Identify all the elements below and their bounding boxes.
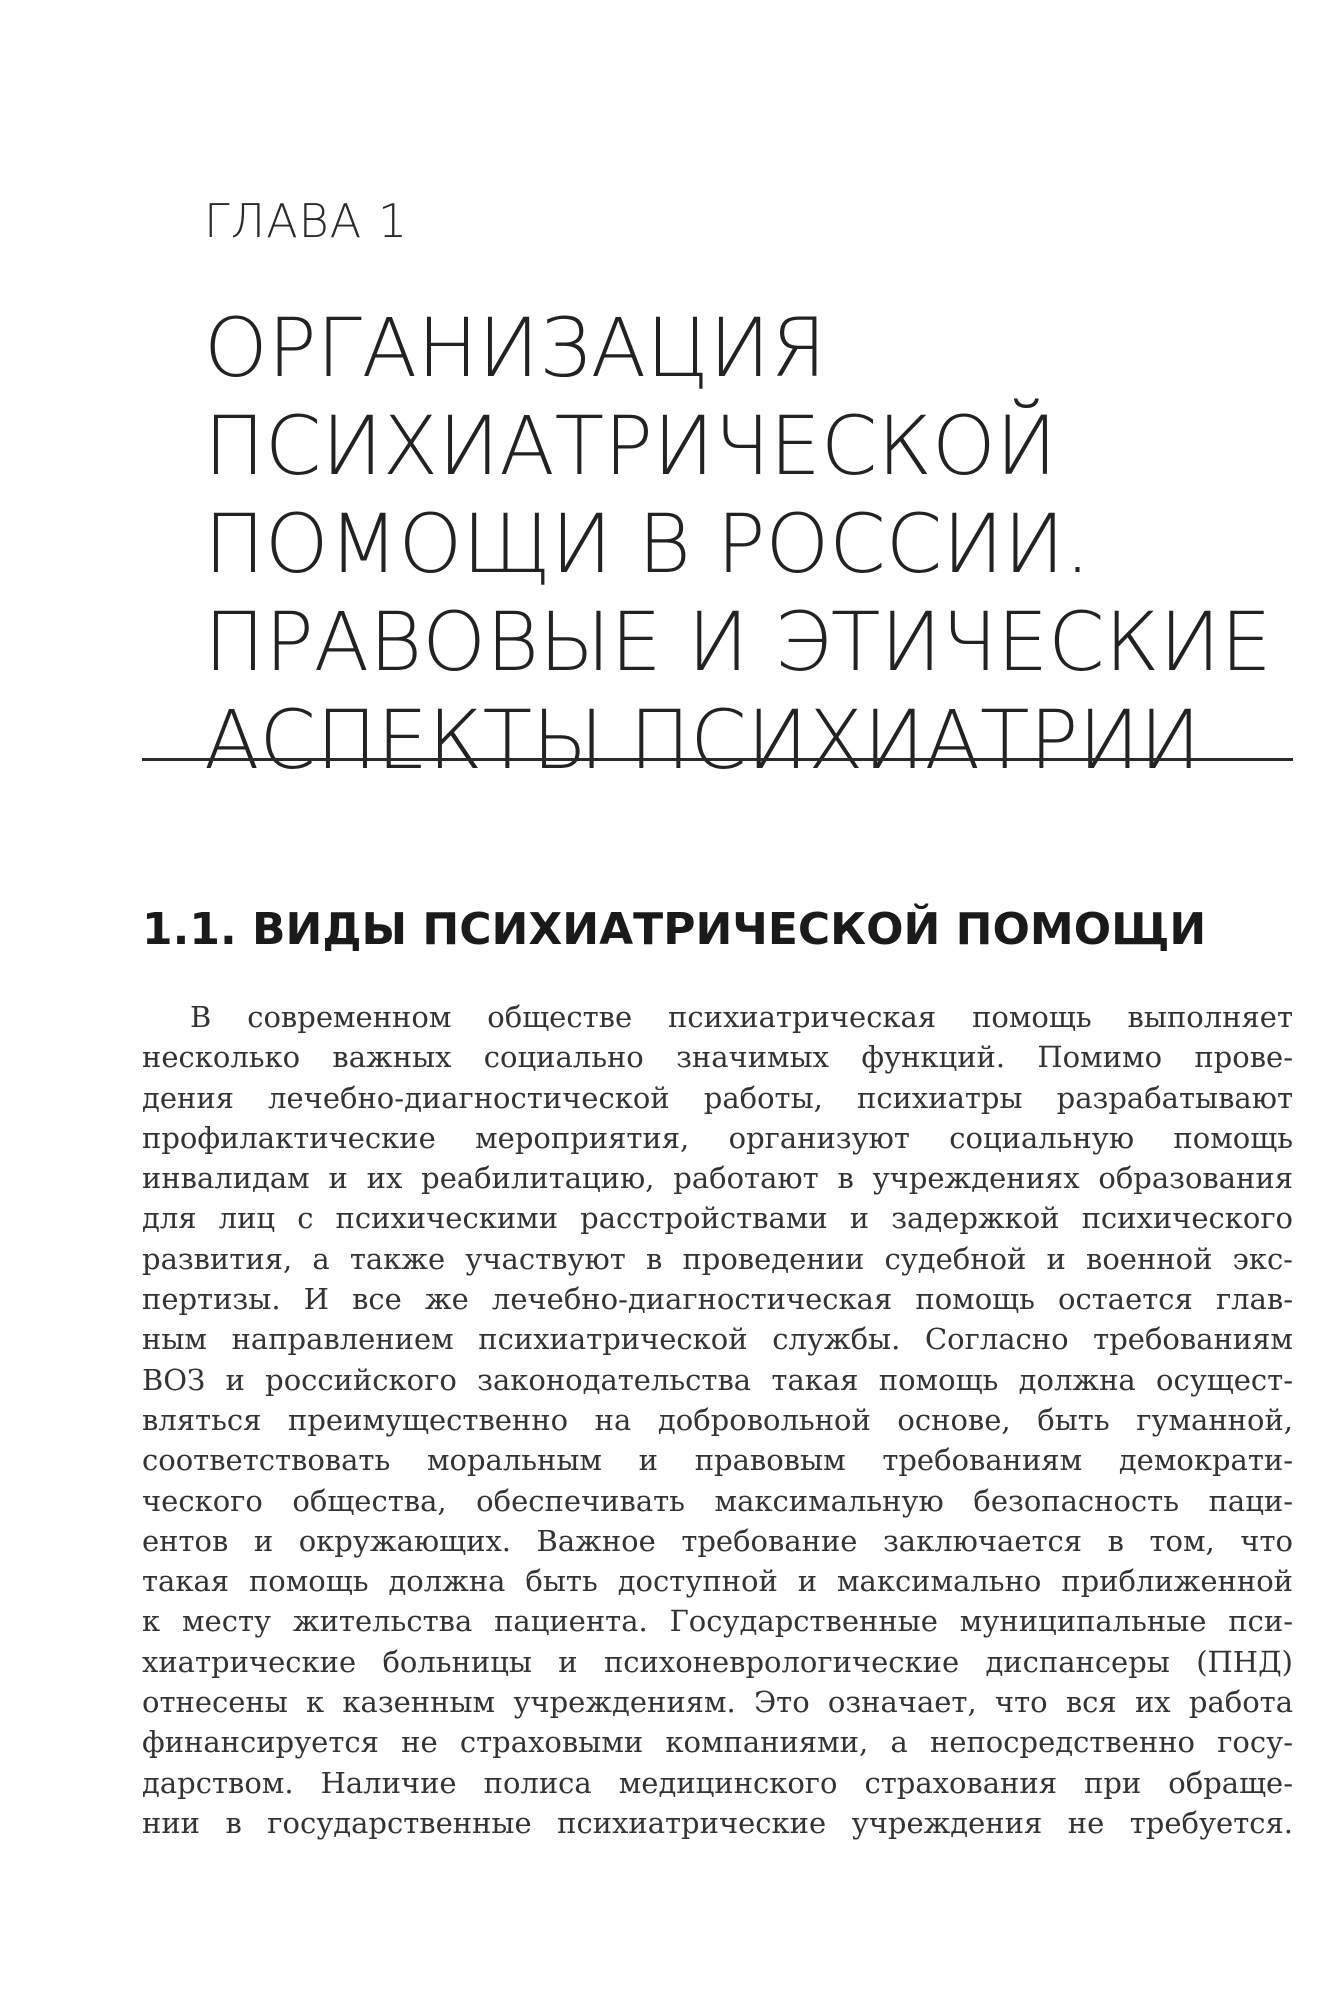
paragraph-line: несколько важных социально значимых функций. Помимо прове- — [142, 1040, 1293, 1075]
paragraph-line: соответствовать моральным и правовым требованиям демократи- — [142, 1443, 1293, 1478]
title-divider — [142, 758, 1293, 761]
paragraph-line: ческого общества, обеспечивать максимальную безопасность паци- — [142, 1483, 1293, 1518]
chapter-title-line: ПСИХИАТРИЧЕСКОЙ — [204, 400, 1057, 494]
paragraph-line: пертизы. И все же лечебно-диагностическая помощь остается глав- — [142, 1282, 1293, 1317]
paragraph-line: для лиц с психическими расстройствами и задержкой психического — [142, 1201, 1293, 1236]
chapter-label: ГЛАВА 1 — [204, 194, 409, 248]
chapter-title-line: ОРГАНИЗАЦИЯ — [204, 302, 827, 396]
section-heading: 1.1. ВИДЫ ПСИХИАТРИЧЕСКОЙ ПОМОЩИ — [142, 904, 1207, 955]
chapter-title-line: АСПЕКТЫ ПСИХИАТРИИ — [204, 694, 1201, 788]
paragraph-line: нии в государственные психиатрические учреждения не требуется. — [142, 1805, 1293, 1840]
chapter-title — [204, 300, 1304, 790]
paragraph-line: отнесены к казенным учреждениям. Это означает, что вся их работа — [142, 1685, 1293, 1720]
paragraph-line: профилактические мероприятия, организуют социальную помощь — [142, 1120, 1293, 1155]
paragraph-line: развития, а также участвуют в проведении судебной и военной экс- — [142, 1241, 1293, 1276]
paragraph-line: ентов и окружающих. Важное требование заключается в том, что — [142, 1523, 1293, 1558]
paragraph-line: дарством. Наличие полиса медицинского страхования при обраще- — [142, 1765, 1293, 1800]
paragraph-line: дения лечебно-диагностической работы, психиатры разрабатывают — [142, 1080, 1293, 1115]
paragraph-line: такая помощь должна быть доступной и максимально приближенной — [142, 1564, 1293, 1599]
paragraph-line: ВОЗ и российского законодательства такая помощь должна осущест- — [142, 1362, 1293, 1397]
paragraph-line: инвалидам и их реабилитацию, работают в учреждениях образования — [142, 1161, 1293, 1196]
paragraph-line: В современном обществе психиатрическая помощь выполняет — [190, 1000, 1293, 1034]
chapter-title-line: ПРАВОВЫЕ И ЭТИЧЕСКИЕ — [204, 596, 1272, 690]
chapter-title-line: ПОМОЩИ В РОССИИ. — [204, 498, 1091, 592]
paragraph-line: хиатрические больницы и психоневрологические диспансеры (ПНД) — [142, 1644, 1293, 1679]
body-paragraph — [142, 997, 1293, 1843]
paragraph-line: вляться преимущественно на добровольной основе, быть гуманной, — [142, 1402, 1293, 1437]
paragraph-line: к месту жительства пациента. Государственные муниципальные пси- — [142, 1604, 1293, 1639]
paragraph-line: финансируется не страховыми компаниями, а непосредственно госу- — [142, 1725, 1293, 1760]
paragraph-line: ным направлением психиатрической службы. Согласно требованиям — [142, 1322, 1293, 1357]
